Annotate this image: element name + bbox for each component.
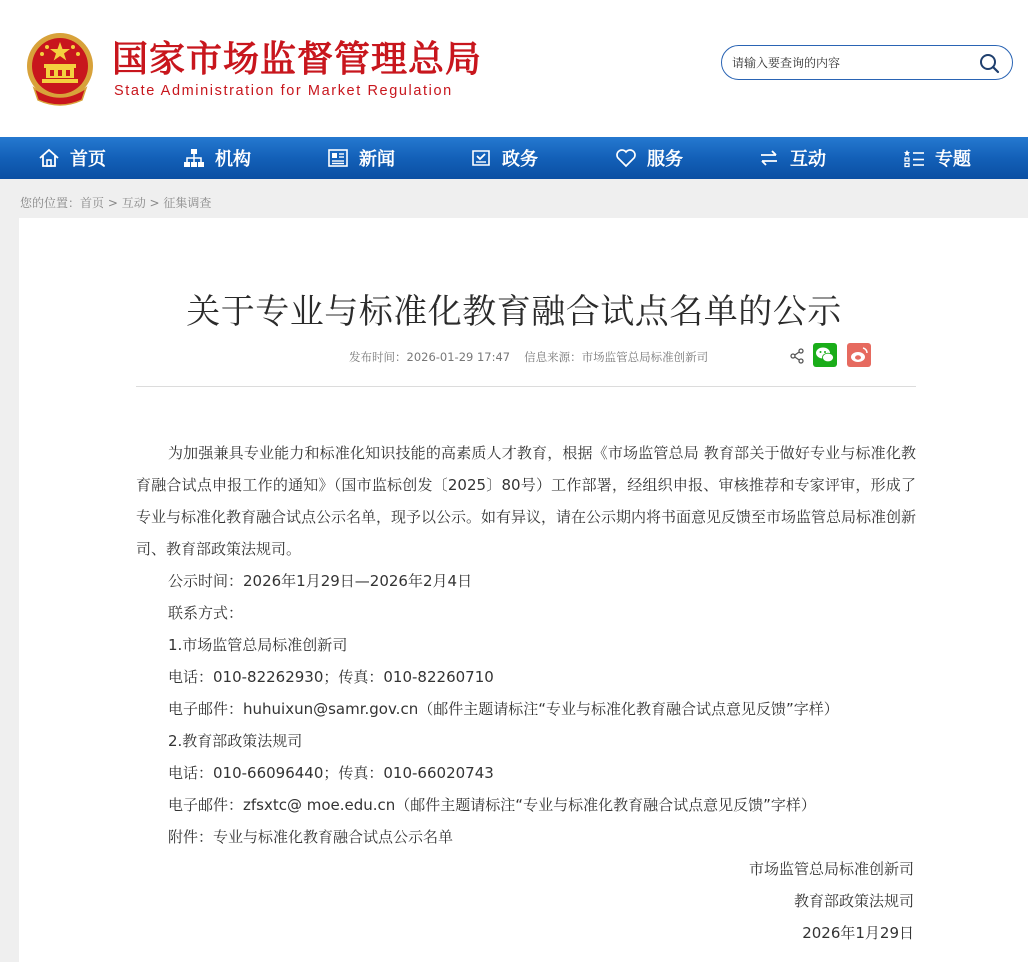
breadcrumb-separator: > (145, 196, 164, 210)
title-divider (136, 386, 916, 387)
contact-samr: 1.市场监管总局标准创新司 (168, 636, 348, 654)
nav-item-interaction[interactable] (758, 137, 826, 179)
article-meta (349, 349, 722, 365)
site-header (0, 0, 1028, 137)
notice-period: 公示时间：2026年1月29日—2026年2月4日 (168, 572, 473, 590)
nav-item-home[interactable] (38, 137, 106, 179)
home-icon (38, 147, 60, 169)
breadcrumb-survey[interactable]: 征集调查 (163, 196, 212, 210)
government-affairs-icon (470, 147, 492, 169)
signature-samr: 市场监管总局标准创新司 (748, 860, 914, 878)
nav-label: 机构 (215, 149, 251, 170)
nav-item-services[interactable] (615, 137, 683, 179)
contact-heading: 联系方式： (168, 604, 244, 622)
org-chart-icon (183, 147, 205, 169)
weibo-share-icon[interactable] (847, 343, 871, 367)
nav-label: 新闻 (359, 149, 395, 170)
site-subtitle: State Administration for Market Regulation (114, 83, 453, 99)
contact-samr-phone: 电话：010-82262930；传真：010-82260710 (168, 668, 494, 686)
breadcrumb-prefix: 您的位置： (20, 196, 81, 210)
contact-moe: 2.教育部政策法规司 (168, 732, 303, 750)
publish-time: 发布时间：2026-01-29 17:47 (349, 350, 511, 364)
search-icon[interactable] (978, 52, 1000, 74)
exchange-arrows-icon (758, 147, 780, 169)
share-icon[interactable] (789, 348, 805, 364)
nav-label: 首页 (70, 149, 106, 170)
article-title: 关于专业与标准化教育融合试点名单的公示 (186, 292, 842, 332)
nav-label: 互动 (790, 149, 826, 170)
breadcrumb-home[interactable]: 首页 (80, 196, 105, 210)
national-emblem-icon[interactable] (24, 30, 96, 106)
topics-list-icon (903, 147, 925, 169)
signature-date: 2026年1月29日 (802, 924, 914, 942)
breadcrumb (20, 194, 211, 211)
contact-samr-email[interactable]: 电子邮件：huhuixun@samr.gov.cn（邮件主题请标注“专业与标准化教育融合试点意见反馈”字样） (168, 700, 839, 718)
wechat-share-icon[interactable] (813, 343, 837, 367)
nav-label: 服务 (647, 149, 683, 170)
nav-item-topics[interactable] (903, 137, 971, 179)
breadcrumb-interaction[interactable]: 互动 (121, 196, 146, 210)
wechat-logo-icon (813, 343, 837, 367)
signature-moe: 教育部政策法规司 (793, 892, 914, 910)
heart-icon (615, 147, 637, 169)
nav-label: 专题 (935, 149, 971, 170)
news-icon (327, 147, 349, 169)
search-box (721, 45, 1013, 80)
contact-moe-phone: 电话：010-66096440；传真：010-66020743 (168, 764, 494, 782)
breadcrumb-separator: > (104, 196, 122, 210)
nav-item-news[interactable] (327, 137, 395, 179)
search-input[interactable] (732, 54, 972, 72)
info-source: 信息来源：市场监管总局标准创新司 (524, 350, 709, 364)
nav-item-government[interactable] (470, 137, 538, 179)
site-title[interactable]: 国家市场监督管理总局 (112, 39, 483, 80)
main-nav (0, 137, 1028, 179)
attachment-link[interactable]: 附件：专业与标准化教育融合试点公示名单 (168, 828, 454, 846)
article-paragraph: 为加强兼具专业能力和标准化知识技能的高素质人才教育，根据《市场监管总局 教育部关于做好专业与标准化教育融合试点申报工作的通知》（国市监标创发〔2025〕80号）工作部署，经组织申报、审核推荐和专家评审，形成了专业与标准化教育融合试点公示名单，现予以公示。如有异议，请在公示期内将书面意见反馈至市场监管总局标准创新司、教育部政策法规司。 (136, 444, 917, 558)
weibo-logo-icon (847, 343, 871, 367)
contact-moe-email[interactable]: 电子邮件：zfsxtc@ moe.edu.cn（邮件主题请标注“专业与标准化教育融合试点意见反馈”字样） (168, 796, 816, 814)
nav-item-organization[interactable] (183, 137, 251, 179)
nav-label: 政务 (502, 149, 538, 170)
